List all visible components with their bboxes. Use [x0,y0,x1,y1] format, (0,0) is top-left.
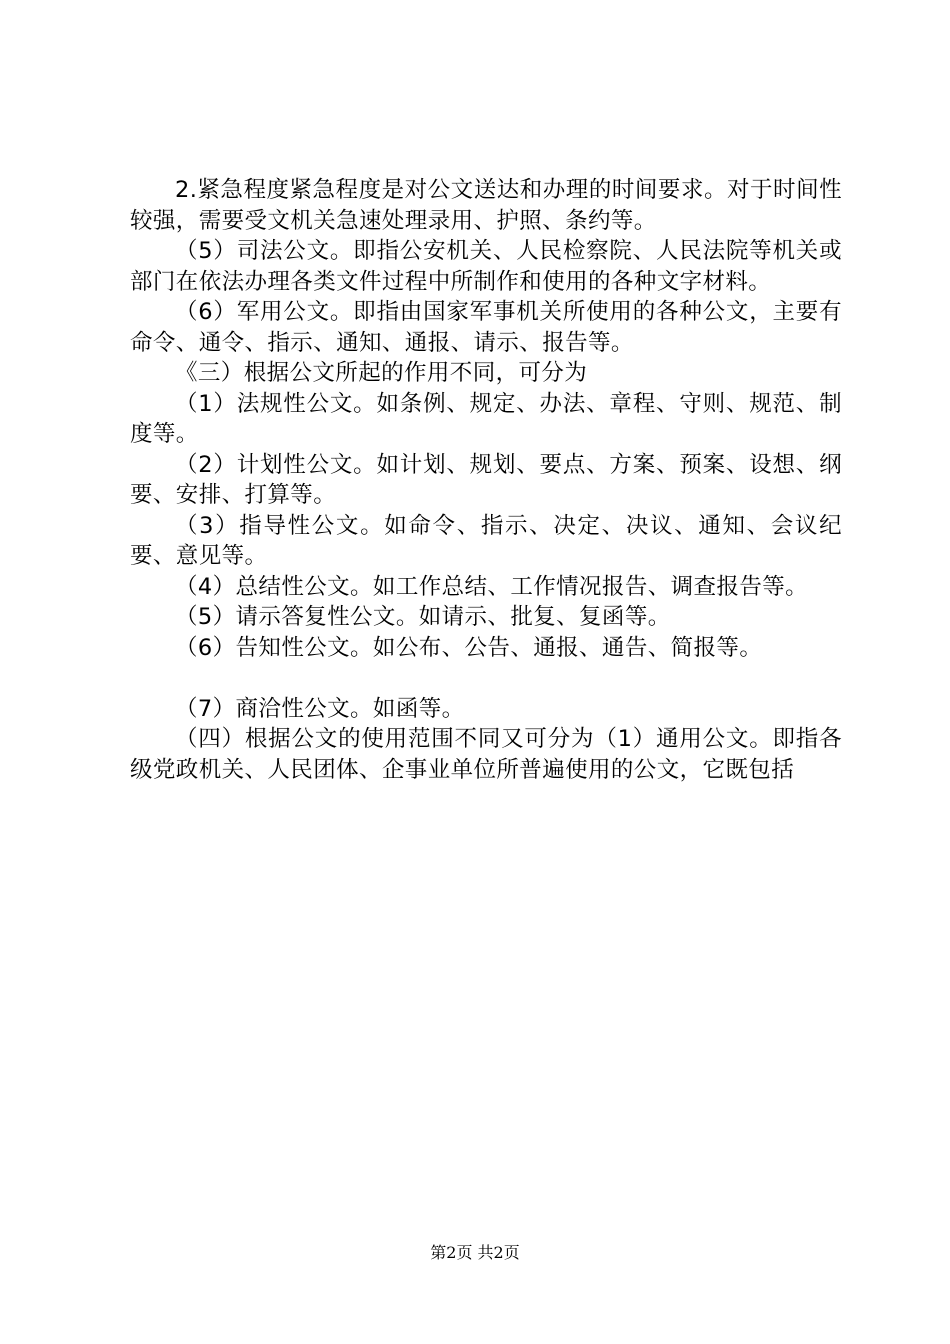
page-footer: 第2页 共2页 [430,1243,520,1262]
paragraph-notice-docs: （6）告知性公文。如公布、公告、通报、通告、简报等。 [175,634,763,661]
paragraph-military-docs: （6）军用公文。即指由国家军事机关所使用的各种公文，主要有命令、通令、指示、通知、通报、请示、报告等。 [130,299,842,356]
paragraph-request-reply-docs: （5）请示答复性公文。如请示、批复、复函等。 [175,604,671,630]
paragraph-spacer [130,663,842,694]
paragraph-regulatory-docs: （1）法规性公文。如条例、规定、办法、章程、守则、规范、制度等。 [130,390,842,447]
paragraph-guidance-docs: （3）指导性公文。如命令、指示、决定、决议、通知、会议纪要、意见等。 [130,512,842,569]
paragraph-summary-docs: （4）总结性公文。如工作总结、工作情况报告、调查报告等。 [175,573,809,600]
paragraph-urgency: 2.紧急程度紧急程度是对公文送达和办理的时间要求。对于时间性较强，需要受文机关急速处理录用、护照、条约等。 [130,177,842,234]
paragraph-consultation-docs: （7）商洽性公文。如函等。 [175,695,465,722]
document-body [130,175,842,785]
paragraph-section-three-heading: 《三）根据公文所起的作用不同，可分为 [175,360,588,386]
paragraph-section-four: （四）根据公文的使用范围不同又可分为（1）通用公文。即指各级党政机关、人民团体、企事业单位所普遍使用的公文，它既包括 [130,726,842,783]
paragraph-judicial-docs: （5）司法公文。即指公安机关、人民检察院、人民法院等机关或部门在依法办理各类文件过程中所制作和使用的各种文字材料。 [130,238,842,295]
paragraph-planning-docs: （2）计划性公文。如计划、规划、要点、方案、预案、设想、纲要、安排、打算等。 [130,451,842,508]
